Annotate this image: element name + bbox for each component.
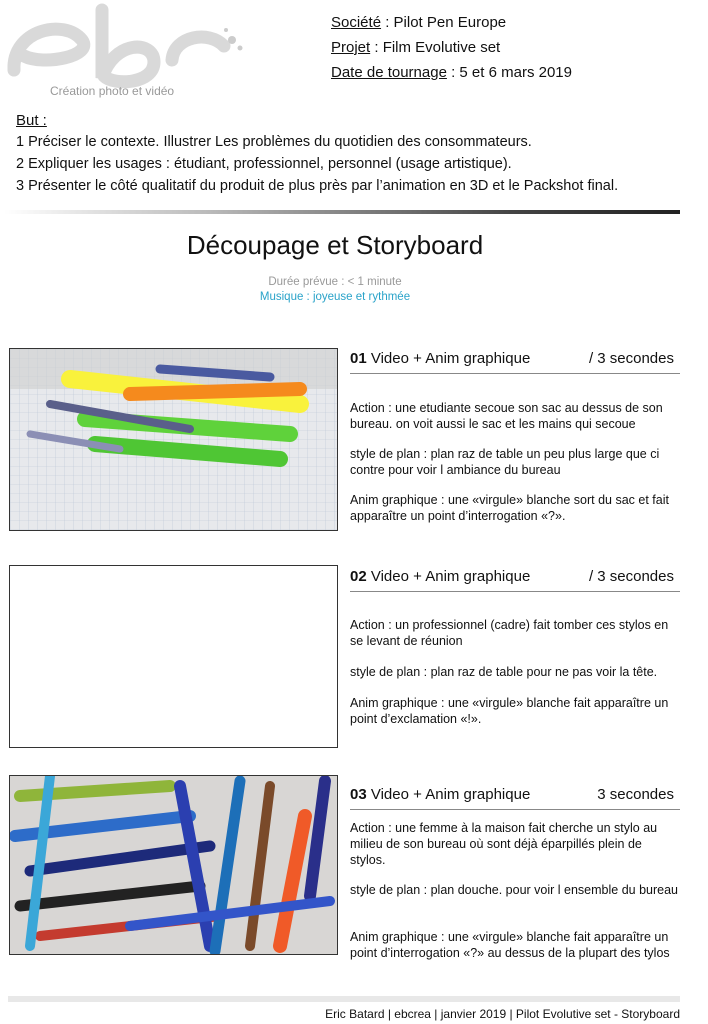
shot-3-action: Action : une femme à la maison fait cherche un stylo au milieu de son bureau où sont déjà éparpillés plein de stylos. xyxy=(350,821,658,867)
projet-label: Projet xyxy=(331,39,371,56)
shot-3-header xyxy=(350,786,680,810)
societe-line xyxy=(331,14,506,31)
highlighters-photo xyxy=(10,349,338,531)
shot-2-header xyxy=(350,568,680,592)
projet-value: : Film Evolutive set xyxy=(370,39,501,56)
duration-note: Durée prévue : < 1 minute xyxy=(268,276,402,288)
date-value: : 5 et 6 mars 2019 xyxy=(446,64,572,81)
projet-line xyxy=(331,39,500,56)
scattered-pens-photo xyxy=(10,776,338,955)
goal-item: 3 Présenter le côté qualitatif du produit de plus près par l’animation en 3D et le Packshot final. xyxy=(16,178,619,194)
shot-1-image xyxy=(9,348,338,531)
shot-type: Video + Anim graphique xyxy=(366,568,531,585)
footer-text: Eric Batard | ebcrea | janvier 2019 | Pilot Evolutive set - Storyboard xyxy=(325,1007,680,1021)
shot-1-header xyxy=(350,350,680,374)
music-note: Musique : joyeuse et rythmée xyxy=(259,291,411,303)
logo-tagline: Création photo et vidéo xyxy=(50,84,175,98)
shot-2-anim: Anim graphique : une «virgule» blanche fait apparaître un point d’exclamation «!». xyxy=(350,696,669,726)
goal-item: 1 Préciser le contexte. Illustrer Les problèmes du quotidien des consommateurs. xyxy=(16,134,532,150)
date-line xyxy=(331,64,572,81)
date-label: Date de tournage xyxy=(331,64,447,81)
shot-number: 02 xyxy=(350,568,367,585)
page-title: Découpage et Storyboard xyxy=(186,230,484,260)
shot-3-anim: Anim graphique : une «virgule» blanche fait apparaître un point d’interrogation «?» au dessus de la plupart des tylos xyxy=(350,930,670,960)
shot-number: 01 xyxy=(350,350,367,367)
goals-title: But : xyxy=(16,112,47,129)
societe-label: Société xyxy=(331,14,382,31)
footer-bar xyxy=(8,996,680,1002)
shot-duration: / 3 secondes xyxy=(588,350,674,367)
shot-duration: 3 secondes xyxy=(597,786,674,803)
shot-1-anim: Anim graphique : une «virgule» blanche sort du sac et fait apparaître un point d’interrogation «?». xyxy=(350,493,669,523)
societe-value: : Pilot Pen Europe xyxy=(381,14,507,31)
shot-2-action: Action : un professionnel (cadre) fait tomber ces stylos en se levant de réunion xyxy=(350,618,669,648)
shot-1-style: style de plan : plan raz de table un peu plus large que ci contre pour voir l ambiance du bureau xyxy=(350,447,660,477)
goal-item: 2 Expliquer les usages : étudiant, professionnel, personnel (usage artistique). xyxy=(16,156,512,172)
shot-2-image-placeholder xyxy=(9,565,338,748)
shot-type: Video + Anim graphique xyxy=(366,350,531,367)
shot-2-style: style de plan : plan raz de table pour ne pas voir la tête. xyxy=(350,665,658,679)
shot-3-style: style de plan : plan douche. pour voir l ensemble du bureau xyxy=(350,883,678,897)
shot-number: 03 xyxy=(350,786,367,803)
shot-1-action: Action : une etudiante secoue son sac au dessus de son bureau. on voit aussi le sac et les mains qui secoue xyxy=(350,401,663,431)
shot-type: Video + Anim graphique xyxy=(366,786,531,803)
divider xyxy=(4,210,680,214)
shot-duration: / 3 secondes xyxy=(588,568,674,585)
shot-3-image xyxy=(9,775,338,955)
